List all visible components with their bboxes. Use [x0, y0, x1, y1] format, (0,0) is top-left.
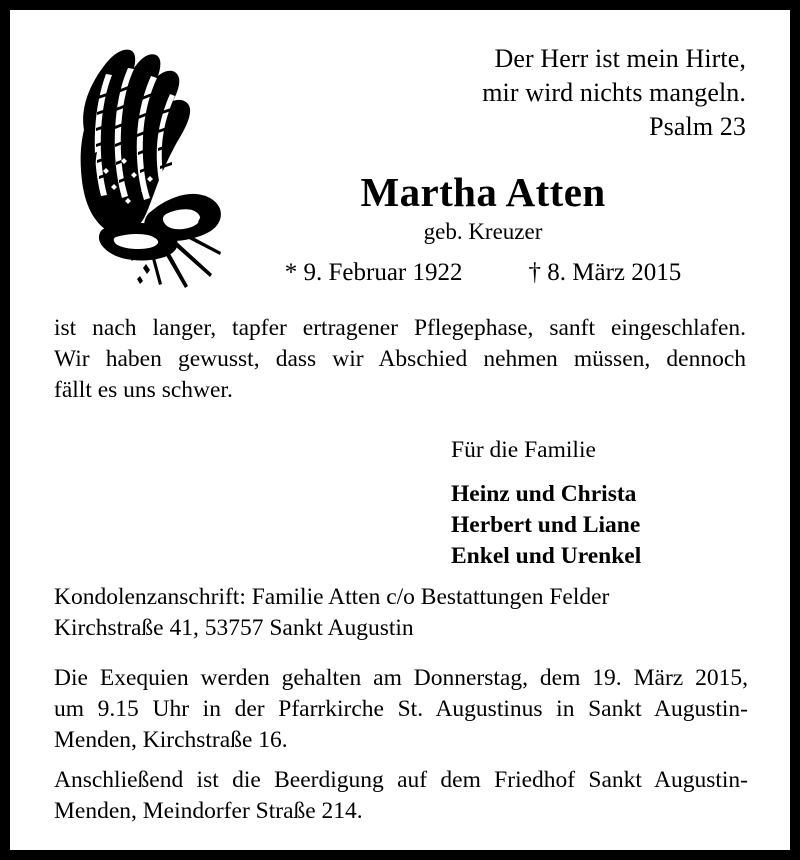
burial-details: [54, 765, 748, 827]
birth-date: * 9. Februar 1922: [284, 259, 463, 286]
condolence-address: [54, 582, 746, 644]
family-block: [451, 435, 641, 572]
service-line-3: Menden, Kirchstraße 16.: [54, 727, 288, 753]
family-names: [451, 479, 641, 572]
intro-line-1: ist nach langer, tapfer ertragener Pflegephase, sanft eingeschlafen.: [54, 315, 746, 341]
service-line-2: um 9.15 Uhr in der Pfarrkirche St. Augustinus in Sankt Augustin-: [54, 696, 748, 722]
verse-reference: Psalm 23: [649, 112, 746, 141]
scripture-verse: [482, 42, 746, 144]
maiden-name: geb. Kreuzer: [423, 219, 543, 244]
praying-hands-icon: [46, 38, 226, 303]
burial-line-1: Anschließend ist die Beerdigung auf dem Friedhof Sankt Augustin-: [54, 767, 748, 793]
obituary-body: [54, 313, 746, 406]
obituary-card-inner: [10, 10, 790, 850]
death-date: † 8. März 2015: [528, 259, 682, 286]
family-name-3: Enkel und Urenkel: [451, 543, 642, 569]
intro-paragraph: [54, 313, 746, 406]
service-line-1: Die Exequien werden gehalten am Donnerstag, dem 19. März 2015,: [54, 665, 748, 691]
verse-line-2: mir wird nichts mangeln.: [482, 78, 746, 107]
family-label: Für die Familie: [451, 437, 596, 463]
funeral-service-details: [54, 663, 748, 756]
intro-line-2: Wir haben gewusst, dass wir Abschied nehmen müssen, dennoch: [54, 346, 746, 372]
deceased-name: Martha Atten: [360, 169, 606, 215]
life-dates: [220, 257, 746, 289]
condolence-line-2: Kirchstraße 41, 53757 Sankt Augustin: [54, 615, 414, 641]
burial-line-2: Menden, Meindorfer Straße 214.: [54, 798, 363, 824]
verse-line-1: Der Herr ist mein Hirte,: [494, 44, 746, 73]
family-name-2: Herbert und Liane: [451, 512, 641, 538]
deceased-name-block: [220, 168, 746, 289]
family-name-1: Heinz und Christa: [451, 481, 637, 507]
intro-line-3: fällt es uns schwer.: [54, 377, 233, 403]
condolence-line-1: Kondolenzanschrift: Familie Atten c/o Bestattungen Felder: [54, 584, 610, 610]
